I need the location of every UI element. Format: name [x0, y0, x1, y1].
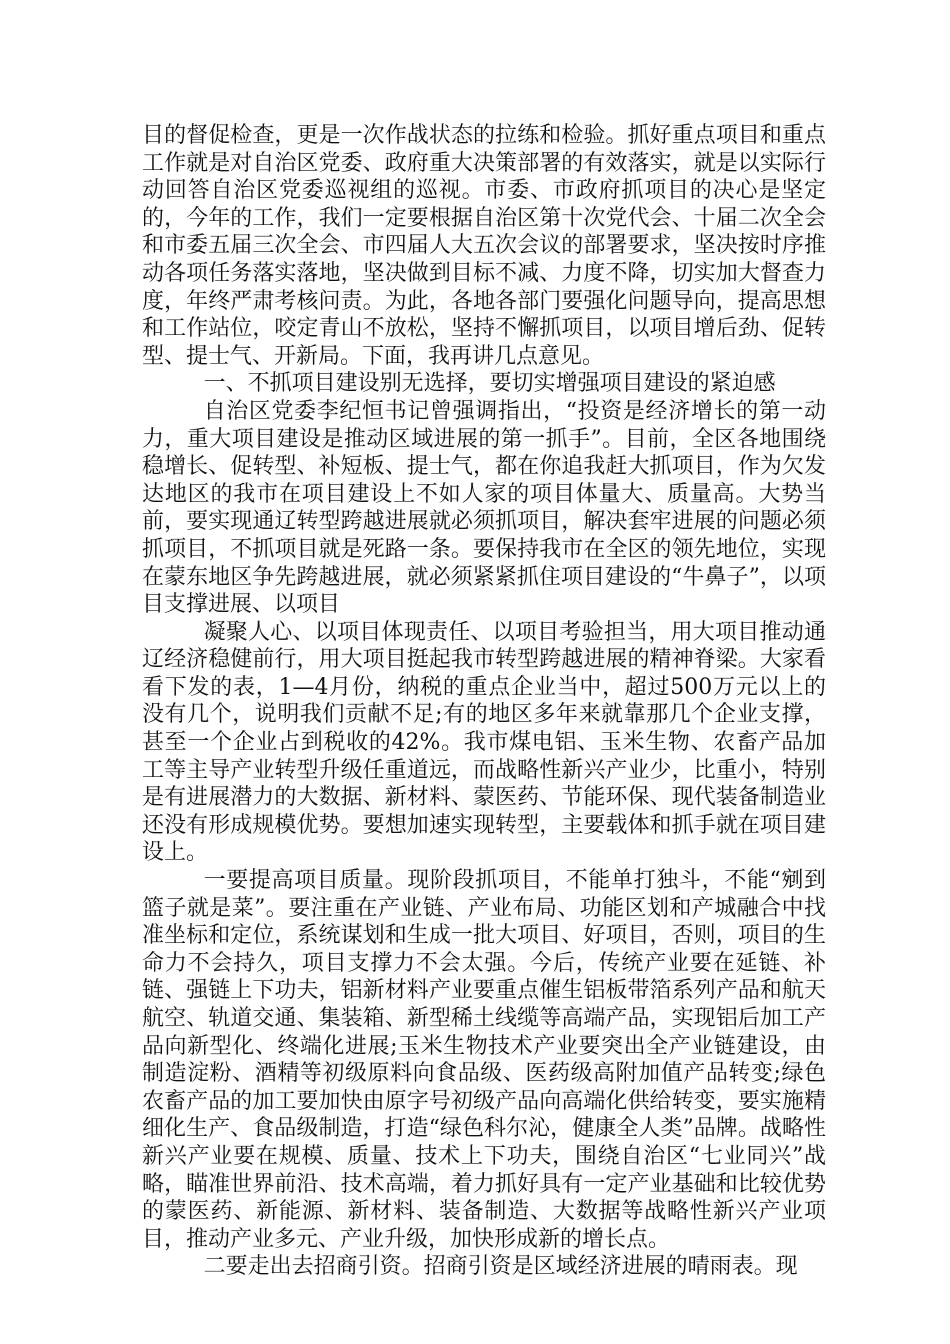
document-body — [142, 122, 826, 1281]
paragraph-investment-attraction: 二要走出去招商引资。招商引资是区域经济进展的晴雨表。现 — [203, 1254, 798, 1280]
paragraph-project-quality: 一要提高项目质量。现阶段抓项目，不能单打独斗，不能“剜到篮子就是菜”。要注重在产业链、产业布局、功能区划和产城融合中找准坐标和定位，系统谋划和生成一批大项目、好项目，否则，项目的生命力不会持久，项目支撑力不会太强。今后，传统产业要在延链、补链、强链上下功夫，铝新材料产业要重点催生铝板带箔系列产品和航天航空、轨道交通、集装箱、新型稀土线缆等高端产品，实现铝后加工产品向新型化、终端化进展;玉米生物技术产业要突出全产业链建设，由制造淀粉、酒精等初级原料向食品级、医药级高附加值产品转变;绿色农畜产品的加工要加快由原字号初级产品向高端化供给转变，要实施精细化生产、食品级制造，打造“绿色科尔沁，健康全人类”品牌。战略性新兴产业要在规模、质量、技术上下功夫，围绕自治区“七业同兴”战略，瞄准世界前沿、技术高端，着力抓好具有一定产业基础和比较优势的蒙医药、新能源、新材料、装备制造、大数据等战略性新兴产业项目，推动产业多元、产业升级，加快形成新的增长点。 — [142, 868, 826, 1252]
paragraph-investment-quote: 自治区党委李纪恒书记曾强调指出，“投资是经济增长的第一动力，重大项目建设是推动区域进展的第一抓手”。目前，全区各地围绕稳增长、促转型、补短板、提士气，都在你追我赶大抓项目，作为欠发达地区的我市在项目建设上不如人家的项目体量大、质量高。大势当前，要实现通辽转型跨越进展就必须抓项目，解决套牢进展的问题必须抓项目，不抓项目就是死路一条。要保持我市在全区的领先地位，实现在蒙东地区争先跨越进展，就必须紧紧抓住项目建设的“牛鼻子”，以项目支撑进展、以项目 — [142, 398, 826, 618]
section-heading-one: 一、不抓项目建设别无选择，要切实增强项目建设的紧迫感 — [203, 371, 776, 397]
paragraph-project-supervision: 目的督促检查，更是一次作战状态的拉练和检验。抓好重点项目和重点工作就是对自治区党委、政府重大决策部署的有效落实，就是以实际行动回答自治区党委巡视组的巡视。市委、市政府抓项目的决心是坚定的，今年的工作，我们一定要根据自治区第十次党代会、十届二次全会和市委五届三次全会、市四届人大五次会议的部署要求，坚决按时序推动各项任务落实落地，坚决做到目标不减、力度不降，切实加大督查力度，年终严肃考核问责。为此，各地各部门要强化问题导向，提高思想和工作站位，咬定青山不放松，坚持不懈抓项目，以项目增后劲、促转型、提士气、开新局。下面，我再讲几点意见。 — [142, 123, 826, 369]
paragraph-cohesion: 凝聚人心、以项目体现责任、以项目考验担当，用大项目推动通辽经济稳健前行，用大项目挺起我市转型跨越进展的精神脊梁。大家看看下发的表，1—4月份，纳税的重点企业当中，超过500万元以上的没有几个，说明我们贡献不足;有的地区多年来就靠那几个企业支撑，甚至一个企业占到税收的42%。我市煤电铝、玉米生物、农畜产品加工等主导产业转型升级任重道远，而战略性新兴产业少，比重小，特别是有进展潜力的大数据、新材料、蒙医药、节能环保、现代装备制造业还没有形成规模优势。要想加速实现转型，主要载体和抓手就在项目建设上。 — [142, 619, 826, 866]
